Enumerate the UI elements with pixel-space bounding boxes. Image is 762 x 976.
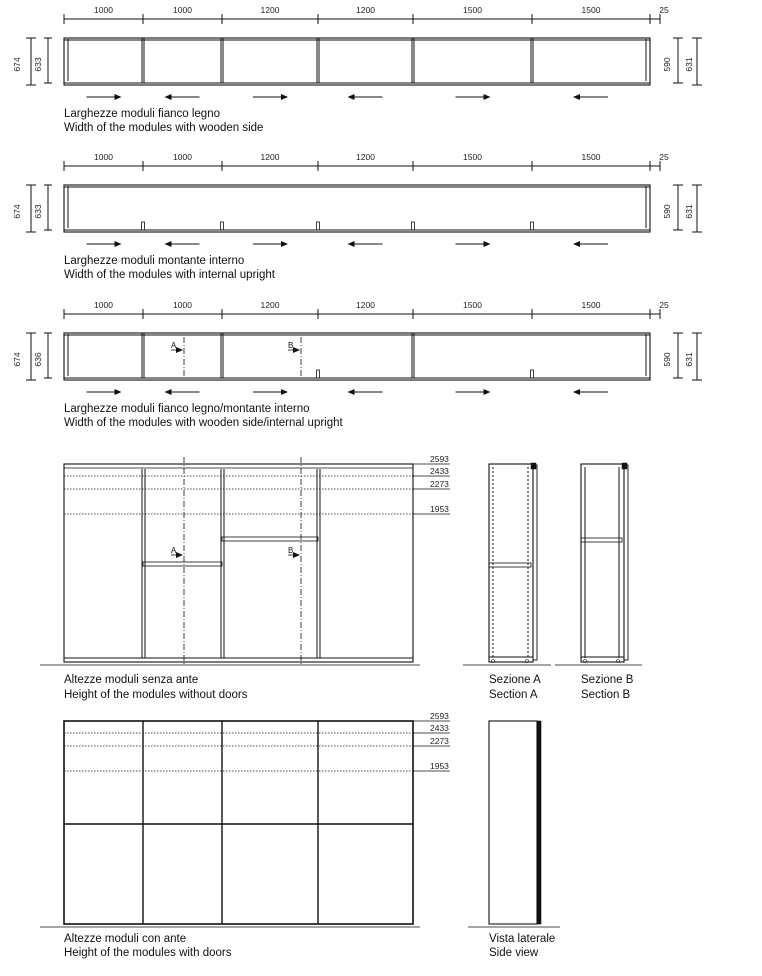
depth-dimension-label: 631 bbox=[684, 57, 694, 72]
height-label: 2273 bbox=[430, 736, 449, 746]
plan-caption-english: Width of the modules with wooden side bbox=[64, 122, 264, 134]
section-mark-label: A bbox=[171, 341, 177, 350]
module-width-label: 1200 bbox=[260, 152, 280, 162]
elevation-caption-italian: Altezze moduli senza ante bbox=[64, 674, 199, 686]
module-width-label: 1200 bbox=[356, 5, 375, 15]
door-profile bbox=[533, 465, 537, 660]
plan-caption-italian: Larghezze moduli fianco legno bbox=[64, 108, 220, 120]
door-profile bbox=[624, 465, 628, 660]
module-width-label: 1000 bbox=[94, 5, 113, 15]
depth-dimension-label: 674 bbox=[12, 204, 22, 219]
module-width-label: 1500 bbox=[463, 152, 482, 162]
top-rail bbox=[622, 463, 627, 469]
module-width-label: 1500 bbox=[463, 5, 482, 15]
section-mark-label: B bbox=[288, 341, 294, 350]
side-view-outline bbox=[489, 721, 537, 924]
depth-dimension-label: 590 bbox=[662, 57, 672, 72]
module-width-label: 1000 bbox=[173, 300, 192, 310]
shelf bbox=[222, 537, 318, 541]
module-width-label: 1200 bbox=[356, 152, 375, 162]
depth-dimension-label: 633 bbox=[33, 204, 43, 219]
side-view-caption-italian: Vista laterale bbox=[489, 933, 556, 945]
depth-dimension-label: 633 bbox=[33, 57, 43, 72]
section-shelf bbox=[489, 563, 531, 567]
section-caption-english: Section B bbox=[581, 689, 631, 701]
depth-dimension-label: 631 bbox=[684, 204, 694, 219]
elevation-caption-english: Height of the modules without doors bbox=[64, 689, 248, 701]
plan-caption-italian: Larghezze moduli fianco legno/montante interno bbox=[64, 403, 310, 415]
section-caption-italian: Sezione B bbox=[581, 674, 634, 686]
height-label: 2593 bbox=[430, 454, 449, 464]
section-caption-english: Section A bbox=[489, 689, 538, 701]
depth-dimension-label: 590 bbox=[662, 204, 672, 219]
elevation-doors-caption-italian: Altezze moduli con ante bbox=[64, 933, 187, 945]
internal-upright bbox=[412, 222, 415, 230]
section-shelf bbox=[581, 538, 622, 542]
side-gap-label: 25 bbox=[659, 5, 669, 15]
plan-outline bbox=[64, 38, 650, 85]
module-width-label: 1500 bbox=[463, 300, 482, 310]
module-width-label: 1000 bbox=[94, 300, 113, 310]
side-gap-label: 25 bbox=[659, 152, 669, 162]
module-width-label: 1500 bbox=[581, 152, 601, 162]
elevation-doors-caption-english: Height of the modules with doors bbox=[64, 947, 232, 959]
depth-dimension-label: 631 bbox=[684, 352, 694, 367]
height-label: 1953 bbox=[430, 504, 449, 514]
internal-upright bbox=[317, 370, 320, 378]
elevation-doors-outline bbox=[64, 721, 413, 924]
side-view-caption-english: Side view bbox=[489, 947, 539, 959]
module-width-label: 1000 bbox=[94, 152, 113, 162]
depth-dimension-label: 674 bbox=[12, 57, 22, 72]
internal-upright bbox=[531, 222, 534, 230]
module-width-label: 1500 bbox=[581, 300, 601, 310]
section-mark-label: A bbox=[171, 546, 177, 555]
module-width-label: 1000 bbox=[173, 152, 192, 162]
plan-outline bbox=[64, 185, 650, 232]
height-label: 2273 bbox=[430, 479, 449, 489]
section-mark-label: B bbox=[288, 546, 294, 555]
depth-dimension-label: 636 bbox=[33, 352, 43, 367]
elevation-no-doors-outline bbox=[64, 464, 413, 662]
module-width-label: 1500 bbox=[581, 5, 601, 15]
internal-upright bbox=[142, 222, 145, 230]
depth-dimension-label: 674 bbox=[12, 352, 22, 367]
plan-caption-english: Width of the modules with internal upright bbox=[64, 269, 275, 281]
internal-upright bbox=[531, 370, 534, 378]
depth-dimension-label: 590 bbox=[662, 352, 672, 367]
module-width-label: 1200 bbox=[260, 300, 280, 310]
section-outline bbox=[581, 464, 624, 662]
top-rail bbox=[531, 463, 536, 469]
side-gap-label: 25 bbox=[659, 300, 669, 310]
section-caption-italian: Sezione A bbox=[489, 674, 541, 686]
module-width-label: 1000 bbox=[173, 5, 192, 15]
plan-caption-english: Width of the modules with wooden side/internal upright bbox=[64, 417, 343, 429]
internal-upright bbox=[221, 222, 224, 230]
internal-upright bbox=[317, 222, 320, 230]
module-width-label: 1200 bbox=[356, 300, 375, 310]
height-label: 2433 bbox=[430, 723, 449, 733]
module-width-label: 1200 bbox=[260, 5, 280, 15]
height-label: 1953 bbox=[430, 761, 449, 771]
shelf bbox=[143, 562, 222, 566]
height-label: 2593 bbox=[430, 711, 449, 721]
plan-caption-italian: Larghezze moduli montante interno bbox=[64, 255, 245, 267]
plan-outline bbox=[64, 333, 650, 380]
height-label: 2433 bbox=[430, 466, 449, 476]
side-view-door-edge bbox=[537, 721, 541, 924]
